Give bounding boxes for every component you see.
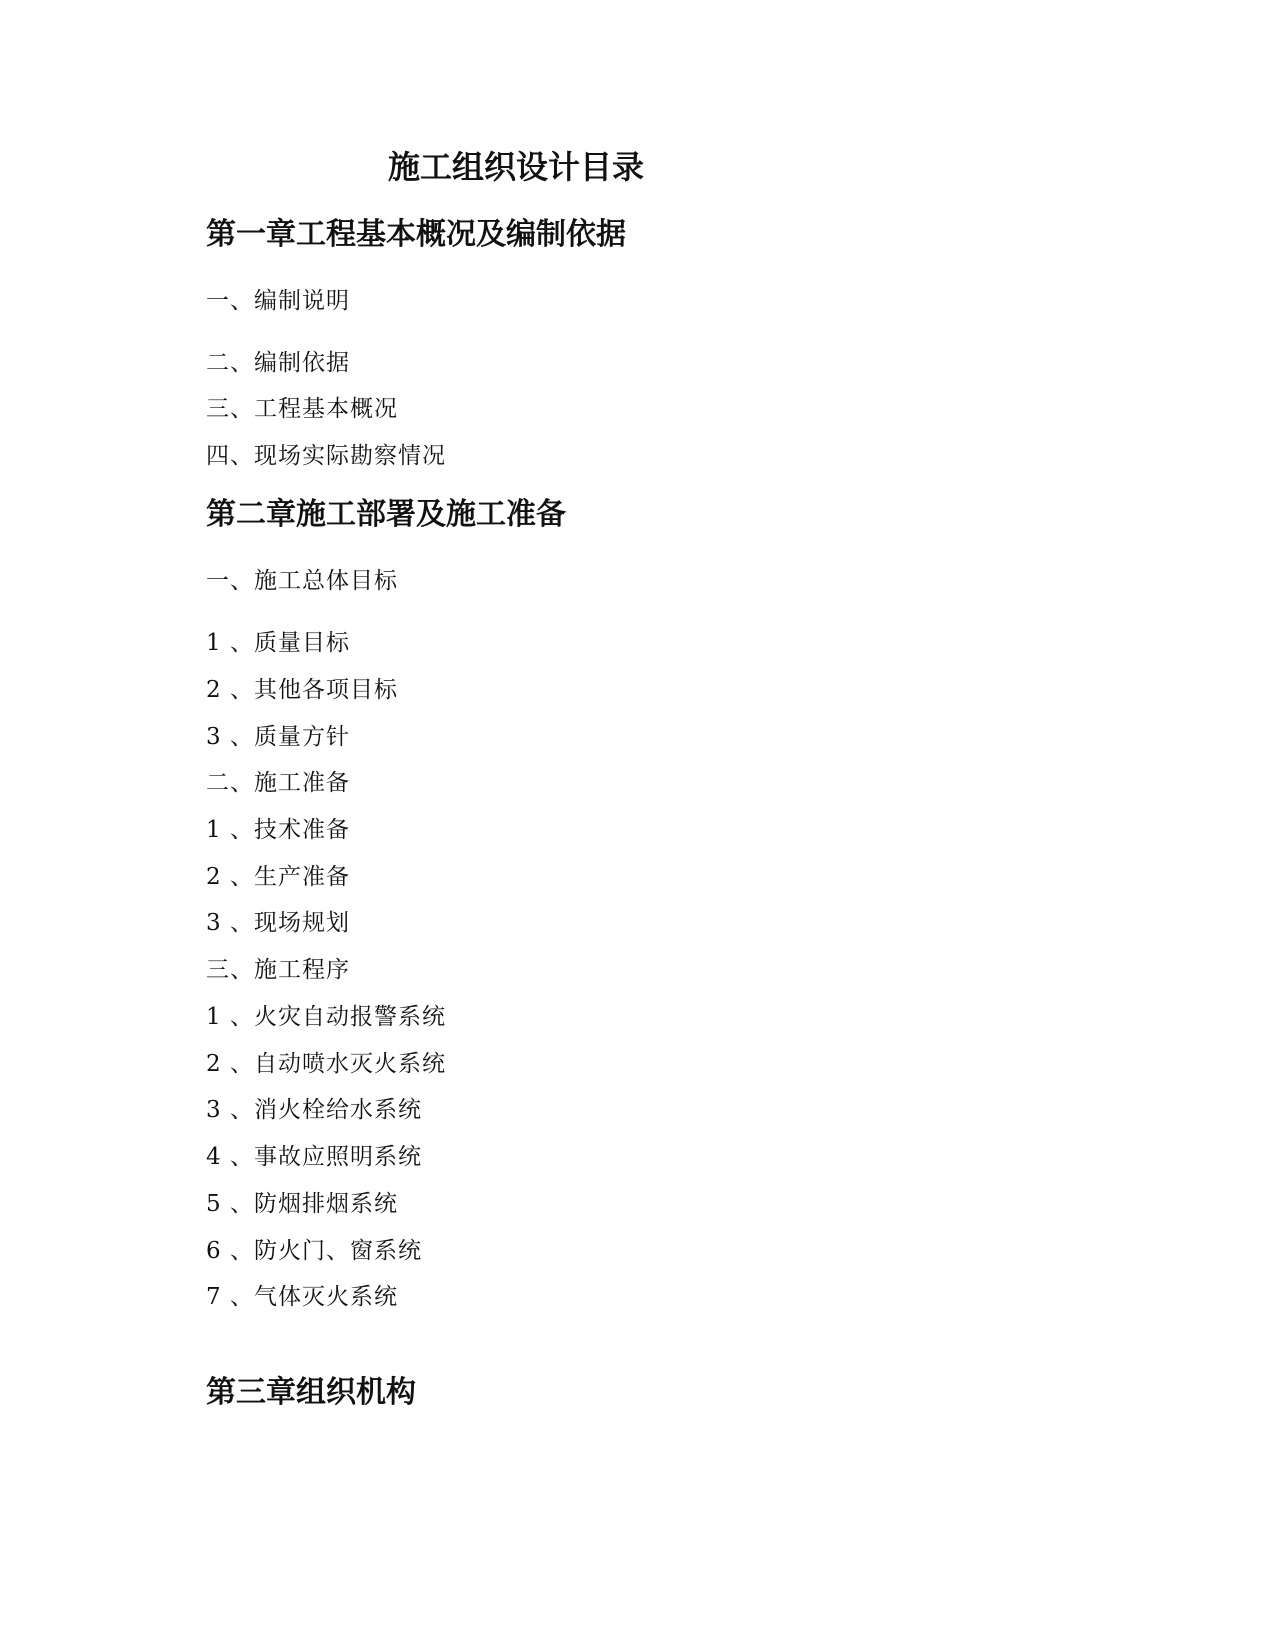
chapter-1-heading: 第一章工程基本概况及编制依据 — [206, 217, 626, 252]
toc-entry: 3 、现场规划 — [206, 910, 350, 936]
toc-entry: 二、编制依据 — [206, 350, 350, 376]
toc-entry: 2 、自动喷水灭火系统 — [206, 1051, 446, 1077]
toc-entry: 1 、技术准备 — [206, 817, 350, 843]
toc-entry: 1 、火灾自动报警系统 — [206, 1004, 446, 1030]
chapter-3-heading: 第三章组织机构 — [206, 1375, 416, 1410]
toc-entry: 2 、生产准备 — [206, 864, 350, 890]
toc-entry: 一、施工总体目标 — [206, 568, 398, 594]
document-title: 施工组织设计目录 — [388, 148, 645, 186]
toc-entry: 3 、质量方针 — [206, 724, 350, 750]
toc-entry: 一、编制说明 — [206, 288, 350, 314]
toc-entry: 1 、质量目标 — [206, 630, 350, 656]
toc-entry: 三、工程基本概况 — [206, 396, 398, 422]
toc-entry: 5 、防烟排烟系统 — [206, 1191, 398, 1217]
toc-entry: 二、施工准备 — [206, 770, 350, 796]
toc-entry: 三、施工程序 — [206, 957, 350, 983]
toc-entry: 4 、事故应照明系统 — [206, 1144, 422, 1170]
toc-entry: 四、现场实际勘察情况 — [206, 443, 446, 469]
toc-entry: 6 、防火门、窗系统 — [206, 1238, 422, 1264]
toc-entry: 7 、气体灭火系统 — [206, 1284, 398, 1310]
toc-entry: 2 、其他各项目标 — [206, 677, 398, 703]
chapter-2-heading: 第二章施工部署及施工准备 — [206, 497, 566, 532]
toc-entry: 3 、消火栓给水系统 — [206, 1097, 422, 1123]
